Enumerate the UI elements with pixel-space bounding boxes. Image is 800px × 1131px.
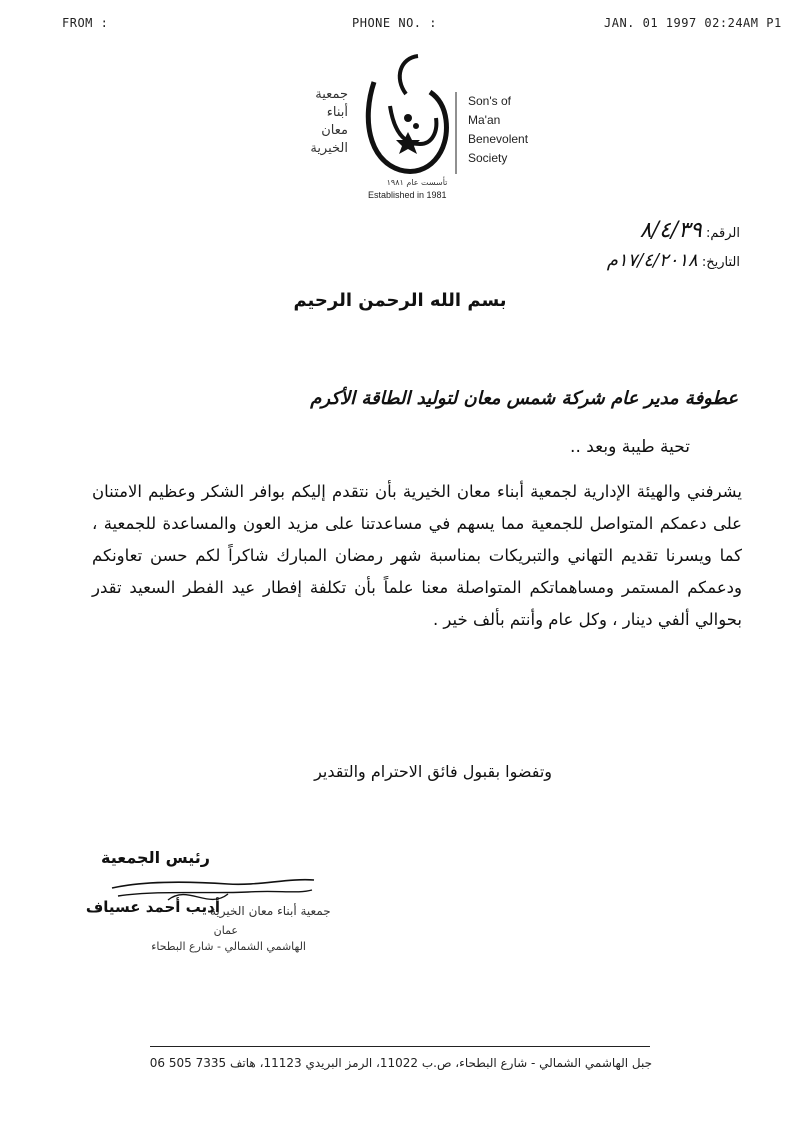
basmala: بسم الله الرحمن الرحيم bbox=[293, 290, 507, 311]
logo-arabic-name: جمعية أبناء معان الخيرية bbox=[310, 87, 348, 156]
society-logo-icon bbox=[360, 48, 456, 194]
letter-body: يشرفني والهيئة الإدارية لجمعية أبناء معان الخيرية بأن نتقدم إليكم بوافر الشكر وعظيم الامتنان على دعمكم المتواصل للجمعية مما يسهم في مساعدتنا على مزيد العون والمساعدة للجمعية ، كما ويسرنا تقديم التهاني والتبريكات بمناسبة شهر رمضان المبارك شاكراً لكم حسن تعاونكم ودعمكم المستمر ومساهماتكم المتواصلة معنا علماً بأن تكلفة إفطار عيد الفطر السعيد تقدر بحوالي ألفي دينار ، وكل عام وأنتم بألف خير . bbox=[92, 482, 742, 629]
logo-divider bbox=[454, 92, 458, 174]
logo-established-arabic: تأسست عام ١٩٨١ bbox=[386, 178, 448, 187]
reference-line: الرقم: ٨/٤/٣٩ bbox=[639, 218, 740, 243]
signature-title: رئيس الجمعية bbox=[101, 848, 210, 867]
date-value: ١٧/٤/٢٠١٨م bbox=[606, 250, 698, 271]
addressee: عطوفة مدير عام شركة شمس معان لتوليد الطاقة الأكرم bbox=[310, 388, 738, 409]
fax-timestamp: JAN. 01 1997 02:24AM P1 bbox=[604, 16, 782, 30]
reference-number: ٨/٤/٣٩ bbox=[639, 218, 702, 243]
stamp-address: الهاشمي الشمالي - شارع البطحاء bbox=[151, 940, 306, 953]
date-line: التاريخ: ١٧/٤/٢٠١٨م bbox=[606, 250, 740, 271]
footer-rule bbox=[150, 1046, 650, 1047]
fax-phone-label: PHONE NO. : bbox=[352, 16, 437, 30]
fax-from-label: FROM : bbox=[62, 16, 109, 30]
closing-line: وتفضوا بقبول فائق الاحترام والتقدير bbox=[314, 762, 552, 781]
stamp-organization: جمعية أبناء معان الخيرية bbox=[210, 904, 331, 918]
footer-address: جبل الهاشمي الشمالي - شارع البطحاء، ص.ب 11022، الرمز البريدي 11123، هاتف 7335 505 06 bbox=[149, 1056, 652, 1070]
stamp-city: عمان bbox=[213, 924, 238, 937]
greeting: تحية طيبة وبعد .. bbox=[570, 437, 690, 457]
signatory-name: أديب أحمد عسياف bbox=[85, 898, 220, 916]
logo-established: Established in 1981 bbox=[368, 190, 447, 200]
logo-english-name: Son's of Ma'an Benevolent Society bbox=[468, 94, 529, 165]
